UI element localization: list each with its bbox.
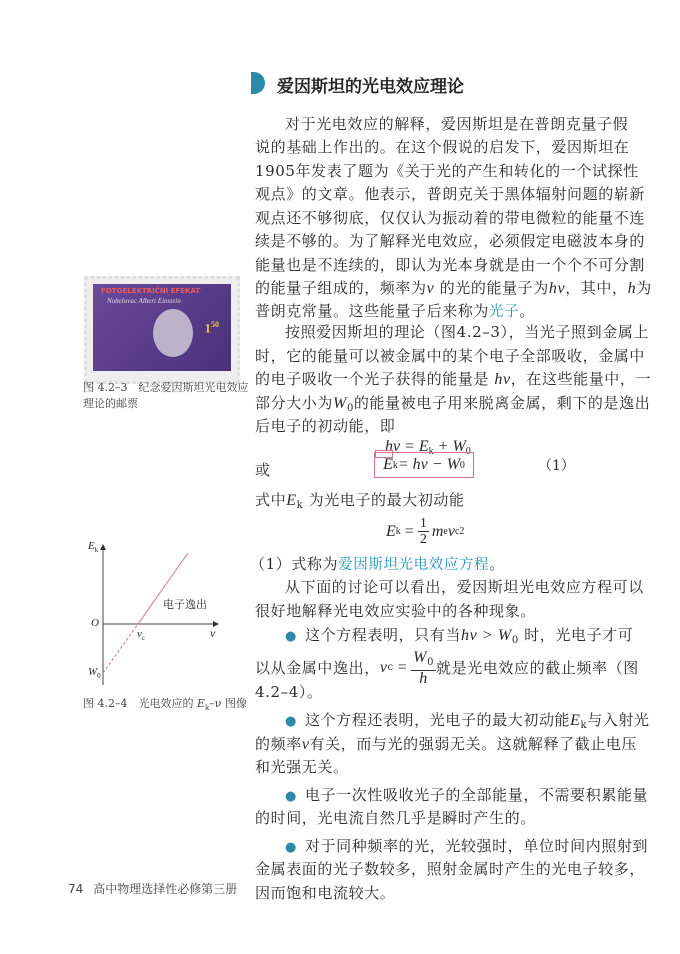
text: 。 [489, 555, 505, 573]
caption-line: 理论的邮票 [83, 397, 138, 410]
bullet-icon: ● [285, 789, 297, 804]
text: 为 [636, 279, 652, 297]
kinetic-energy-equation [386, 516, 464, 547]
text-line: 观点还不够彻底，仅仅认为振动着的带电微粒的能量不连 [255, 209, 646, 227]
bullet-icon: ● [285, 840, 297, 855]
page-number: 74 [68, 882, 84, 896]
math: hν = E [385, 438, 429, 455]
text: 这个方程表明，只有当 [304, 626, 461, 644]
superscript: 2 [459, 526, 465, 537]
text-line [255, 278, 652, 299]
math: hν [548, 280, 566, 297]
text-line: 对于光电效应的解释，爱因斯坦是在普朗克量子假 [285, 115, 629, 133]
text: 的能量被电子用来脱离金属，剩下的是逸出 [353, 394, 651, 412]
text: 有关，而与光的强弱无关。这就解释了截止电压 [309, 735, 638, 753]
text-line: 说的基础上作出的。在这个假说的启发下，爱因斯坦在 [255, 138, 630, 156]
subscript: 0 [346, 403, 354, 414]
text: 时，光电子才可 [518, 626, 634, 644]
math: hν [494, 371, 511, 388]
math: = [404, 522, 414, 540]
section-title: 爱因斯坦的光电效应理论 [277, 77, 464, 97]
math: = hν − W [397, 456, 460, 473]
math: v [447, 522, 455, 540]
math: + W [433, 438, 466, 455]
text: 部分大小为 [255, 394, 334, 412]
fraction [411, 650, 436, 686]
bullet-4 [285, 836, 649, 858]
math: W [333, 395, 347, 412]
bullet-2 [285, 710, 650, 736]
text: 与入射光 [587, 711, 650, 729]
math: E [570, 712, 581, 729]
text: （1）式称为 [250, 555, 339, 573]
text-or: 或 [255, 461, 271, 479]
math: = [396, 659, 409, 676]
math: W [497, 627, 512, 644]
text: 的能量子组成的，频率为 [255, 279, 427, 297]
bullet-icon: ● [285, 629, 297, 644]
subscript: c [387, 662, 394, 673]
figure-4-2-3-caption [83, 380, 253, 412]
text-line [255, 649, 639, 687]
math: ν [426, 280, 435, 297]
text-line [255, 301, 600, 322]
text-line: 按照爱因斯坦的理论（图4.2–3），当光子照到金属上 [285, 323, 650, 341]
math: m [431, 522, 444, 540]
caption-line: 图 4.2–3 纪念爱因斯坦光电效应 [83, 381, 249, 394]
text: 对于同种频率的光，光较强时，单位时间内照射到 [304, 837, 649, 855]
text: 的频率 [255, 735, 302, 753]
text: ，其中， [565, 279, 628, 297]
text-line: 从下面的讨论可以看出，爱因斯坦光电效应方程可以 [285, 578, 644, 596]
text-line: 因而饱和电流较大。 [255, 884, 396, 902]
section-marker [251, 72, 265, 94]
region-label: 电子逸出 [163, 598, 207, 611]
subscript: c [454, 526, 460, 537]
text-line [255, 369, 652, 390]
subscript: 0 [427, 657, 435, 668]
work-function-label: $W_0$ [88, 666, 101, 680]
subscript: k [395, 526, 401, 537]
math: E [383, 456, 393, 473]
ek-extension-dashed [103, 624, 138, 673]
bullet-icon: ● [285, 714, 297, 729]
math: > [477, 627, 498, 644]
subscript: k [296, 500, 304, 511]
text-line: 1905年发表了题为《关于光的产生和转化的一个试探性 [255, 162, 639, 180]
text-line [255, 490, 600, 516]
subscript: 0 [459, 459, 465, 471]
page-footer [68, 880, 247, 897]
fraction [418, 516, 429, 547]
figure-4-2-4-caption: 图 4.2–4 光电效应的 $E_k-\nu$ 图像 [83, 697, 247, 712]
math: ν [379, 659, 388, 676]
math: E [386, 522, 396, 540]
subscript: k [428, 446, 434, 457]
key-term-einstein-equation: 爱因斯坦光电效应方程 [338, 557, 490, 573]
text-line: 能量也是不连续的，即认为光本身就是由一个个不可分割 [255, 256, 646, 274]
math: ν [301, 736, 310, 753]
text: 为光电子的最大初动能 [303, 491, 465, 509]
stamp-artwork: FOTOELEKTRIČNI EFEKAT Nobelovac Albert Einstein $1^{50}$ [93, 284, 231, 371]
text: 的电子吸收一个光子获得的能量是 [255, 370, 495, 388]
text: 电子一次性吸收光子的全部能量，不需要积累能量 [304, 786, 649, 804]
text: 普朗克常量。这些能量子后来称为 [255, 302, 490, 320]
subscript: e [443, 526, 448, 537]
math: W [413, 649, 428, 666]
text-line: 时，它的能量可以被金属中的某个电子全部吸收，金属中 [255, 347, 646, 365]
text-line: 后电子的初动能，即 [255, 417, 396, 435]
text-line: 观点》的文章。他表示，普朗克关于黑体辐射问题的崭新 [255, 185, 646, 203]
subscript: 0 [465, 446, 471, 457]
subscript: 0 [511, 635, 519, 646]
origin-label: O [91, 617, 99, 629]
math: h [627, 280, 637, 297]
text: 这个方程还表明，光电子的最大初动能 [304, 711, 571, 729]
bullet-3 [285, 785, 649, 807]
subscript: k [392, 459, 398, 471]
bullet-1 [285, 625, 634, 651]
einstein-equation-box [374, 452, 474, 478]
text-line: 很好地解释光电效应实验中的各种现象。 [255, 602, 536, 620]
text: 以从金属中逸出， [255, 659, 380, 677]
math: hν [460, 627, 478, 644]
math: E [286, 492, 297, 509]
denominator: h [419, 670, 428, 687]
text-line: 4.2–4）。 [255, 683, 323, 701]
subscript: k [580, 720, 588, 731]
text-line [250, 554, 595, 575]
equation-number: （1） [538, 458, 575, 474]
text: 就是光电效应的截止频率（图 [436, 659, 639, 677]
x-axis-label: ν [210, 626, 216, 640]
denominator: 2 [419, 532, 427, 547]
book-title: 高中物理选择性必修第三册 [93, 882, 238, 896]
text: ，在这些能量中，一 [510, 370, 652, 388]
text-line: 的时间，光电流自然几乎是瞬时产生的。 [255, 809, 536, 827]
numerator: 1 [419, 516, 427, 531]
text-line [255, 734, 638, 755]
numerator [411, 650, 436, 671]
ek-line [138, 553, 188, 624]
text-line: 和光强无关。 [255, 758, 349, 776]
text: 。 [519, 302, 535, 320]
key-term-photon: 光子 [489, 304, 520, 320]
einstein-stamp-image [84, 276, 240, 384]
text-line: 续是不够的。为了解释光电效应，必须假定电磁波本身的 [255, 232, 646, 250]
text-line: 金属表面的光子数较多，照射金属时产生的光电子较多， [255, 860, 646, 878]
y-axis-label: $E_k$ [88, 540, 99, 554]
text: 式中 [255, 491, 287, 509]
cutoff-frequency-label: $\nu_c$ [137, 628, 145, 642]
text: 的光的能量子为 [434, 279, 549, 297]
